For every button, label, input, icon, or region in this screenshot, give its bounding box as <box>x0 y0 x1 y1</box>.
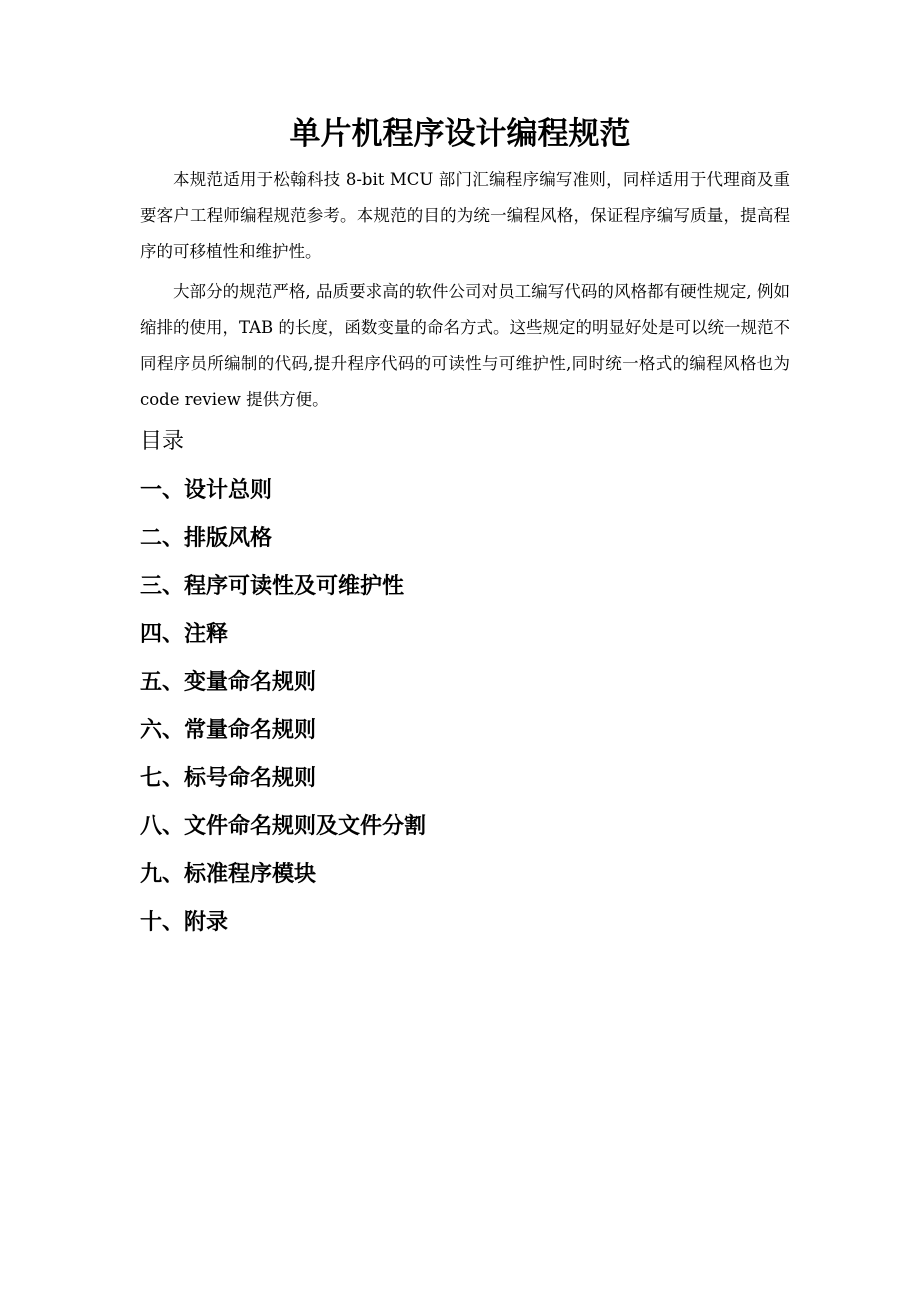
toc-item-appendix: 十、附录 <box>140 909 229 935</box>
toc-list <box>140 466 790 946</box>
intro-section <box>140 162 790 422</box>
table-of-contents <box>140 418 790 946</box>
toc-item-file-naming: 八、文件命名规则及文件分割 <box>140 813 427 839</box>
document-title: 单片机程序设计编程规范 <box>289 116 631 152</box>
toc-heading: 目录 <box>140 429 185 454</box>
toc-item-layout-style: 二、排版风格 <box>140 525 273 551</box>
toc-item-readability-maintainability: 三、程序可读性及可维护性 <box>140 573 405 599</box>
intro-paragraph: 大部分的规范严格, 品质要求高的软件公司对员工编写代码的风格都有硬性规定, 例如缩排的使用，TAB 的长度，函数变量的命名方式。这些规定的明显好处是可以统一规范不同程序员所编制的代码,提升程序代码的可读性与可维护性,同时统一格式的编程风格也为 code review 提供方便。 <box>140 282 790 409</box>
toc-item-comments: 四、注释 <box>140 621 229 647</box>
toc-item-constant-naming: 六、常量命名规则 <box>140 717 317 743</box>
toc-item-label-naming: 七、标号命名规则 <box>140 765 317 791</box>
intro-paragraph: 本规范适用于松翰科技 8-bit MCU 部门汇编程序编写准则，同样适用于代理商及重要客户工程师编程规范参考。本规范的目的为统一编程风格，保证程序编写质量，提高程序的可移植性和维护性。 <box>140 170 790 261</box>
toc-item-design-principles: 一、设计总则 <box>140 477 273 503</box>
toc-item-variable-naming: 五、变量命名规则 <box>140 669 317 695</box>
toc-item-standard-modules: 九、标准程序模块 <box>140 861 317 887</box>
